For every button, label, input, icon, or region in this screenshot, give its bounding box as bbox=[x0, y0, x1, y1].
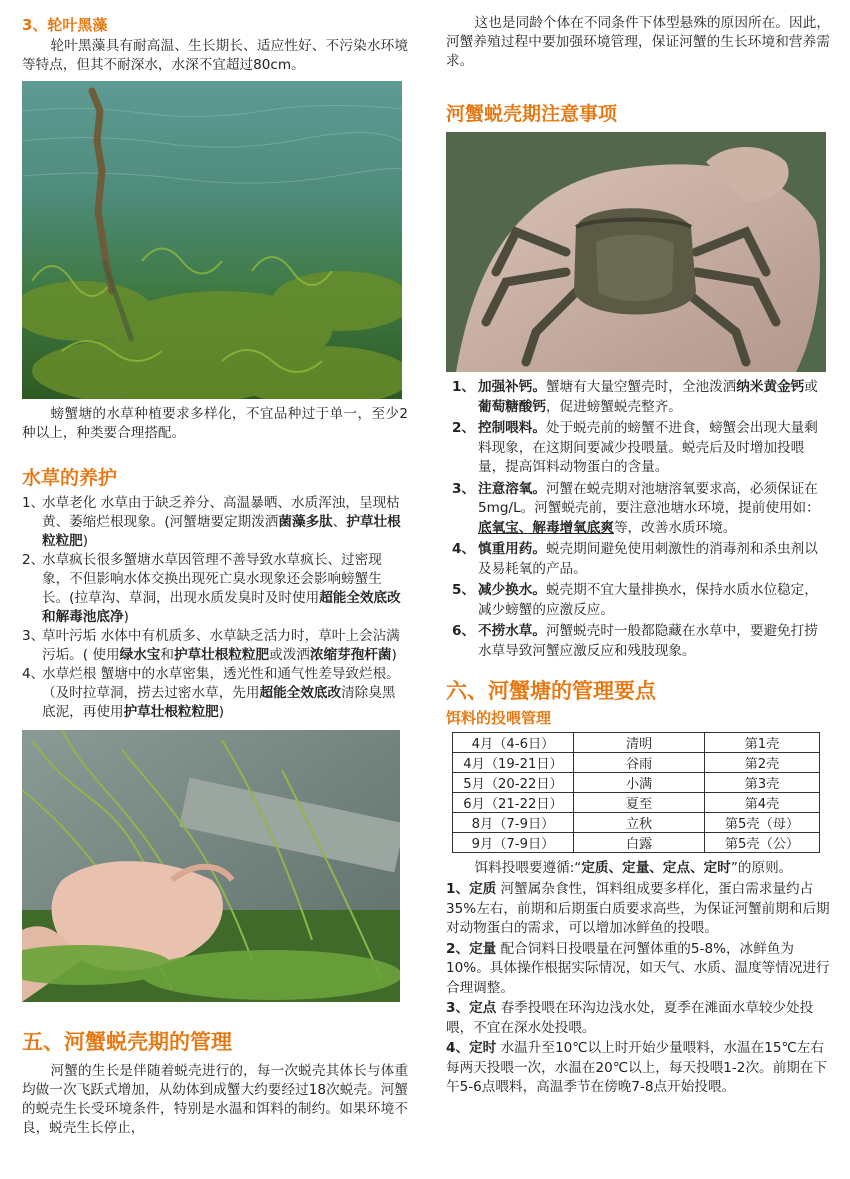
principle-item: 3、定点 春季投喂在环沟边浅水处，夏季在滩面水草较少处投喂，不宜在深水处投喂。 bbox=[446, 1000, 814, 1036]
section-5-text: 河蟹的生长是伴随着蜕壳进行的，每一次蜕壳其体长与体重均做一次飞跃式增加，从幼体到成蟹大约要经过18次蜕壳。河蟹的蜕壳生长受环境条件，特别是水温和饵料的制约。如果环境不良，蜕壳生长停止， bbox=[22, 1063, 408, 1136]
molt-tip: 4、 慎重用药。蜕壳期间避免使用刺激性的消毒剂和杀虫剂以及易耗氧的产品。 bbox=[452, 541, 818, 577]
section-3-title: 3、轮叶黑藻 bbox=[22, 16, 108, 34]
section-5-title: 五、河蟹蜕壳期的管理 bbox=[22, 1030, 232, 1054]
table-row: 9月（7-9日） 白露 第5壳（公） bbox=[453, 833, 820, 853]
table-row: 4月（4-6日） 清明 第1壳 bbox=[453, 733, 820, 753]
molt-tip: 6、 不捞水草。河蟹蜕壳时一般都隐藏在水草中，要避免打捞水草导致河蟹应激反应和残肢现象。 bbox=[452, 623, 818, 659]
care-title: 水草的养护 bbox=[22, 467, 118, 489]
table-row: 6月（21-22日） 夏至 第4壳 bbox=[453, 793, 820, 813]
principle-item: 4、定时 水温升至10℃以上时开始少量喂料，水温在15℃左右每两天投喂一次，水温在20℃以上，每天投喂1-2次。前期在下午5-6点喂料，高温季节在傍晚7-8点开始投喂。 bbox=[446, 1040, 828, 1095]
principles-list bbox=[446, 880, 830, 1098]
care-item: 1、 水草老化 水草由于缺乏养分、高温暴晒、水质浑浊，呈现枯黄、萎缩烂根现象。(河蟹塘要定期泼洒菌藻多肽、护草壮根粒粒肥) bbox=[22, 495, 401, 549]
care-item: 3、 草叶污垢 水体中有机质多、水草缺乏活力时，草叶上会沾满污垢。( 使用绿水宝和护草壮根粒粒肥或泼洒浓缩芽孢杆菌) bbox=[22, 628, 400, 663]
molt-tip: 5、 减少换水。蜕壳期不宜大量排换水，保持水质水位稳定，减少螃蟹的应激反应。 bbox=[452, 582, 818, 618]
principle-intro: 饵料投喂要遵循:“定质、定量、定点、定时”的原则。 bbox=[474, 860, 793, 876]
planting-text: 螃蟹塘的水草种植要求多样化，不宜品种过于单一，至少2种以上，种类要合理搭配。 bbox=[22, 406, 408, 441]
feed-title: 饵料的投喂管理 bbox=[446, 709, 552, 727]
feeding-schedule-table bbox=[452, 732, 820, 853]
molt-title: 河蟹蜕壳期注意事项 bbox=[446, 103, 618, 125]
molt-tip: 3、 注意溶氧。河蟹在蜕壳期对池塘溶氧要求高，必须保证在5mg/L。河蟹蜕壳前，要注意池塘水环境，提前使用如：底氧宝、解毒增氧底爽等，改善水质环境。 bbox=[452, 480, 820, 536]
principle-item: 2、定量 配合饲料日投喂量在河蟹体重的5-8%，冰鲜鱼为10%。具体操作根据实际情况，如天气、水质、温度等情况进行合理调整。 bbox=[446, 940, 830, 996]
table-row: 8月（7-9日） 立秋 第5壳（母） bbox=[453, 813, 820, 833]
care-item: 4、 水草烂根 蟹塘中的水草密集，透光性和通气性差导致烂根。（及时拉草洞，捞去过密水草，先用超能全效底改清除臭黑底泥，再使用护草壮根粒粒肥) bbox=[22, 666, 400, 720]
continued-text: 这也是同龄个体在不同条件下体型悬殊的原因所在。因此，河蟹养殖过程中要加强环境管理，保证河蟹的生长环境和营养需求。 bbox=[446, 15, 830, 69]
section-3-text: 轮叶黑藻具有耐高温、生长期长、适应性好、不污染水环境等特点，但其不耐深水，水深不宜超过80cm。 bbox=[22, 38, 408, 73]
molt-tip: 1、 加强补钙。蟹塘有大量空蟹壳时，全池泼洒纳米黄金钙或葡萄糖酸钙，促进螃蟹蜕壳整齐。 bbox=[452, 379, 818, 415]
hand-weed-photo bbox=[22, 730, 400, 1002]
crab-photo bbox=[446, 132, 826, 372]
left-column bbox=[22, 0, 408, 1138]
section-6-title: 六、河蟹塘的管理要点 bbox=[446, 679, 656, 703]
table-row: 4月（19-21日） 谷雨 第2壳 bbox=[453, 753, 820, 773]
molt-tips-list bbox=[446, 378, 830, 661]
molt-tip: 2、 控制喂料。处于蜕壳前的螃蟹不进食，螃蟹会出现大量剩料现象，在这期间要减少投喂量。蜕壳后及时增加投喂量，提高饵料动物蛋白的含量。 bbox=[452, 420, 818, 475]
care-item: 2、 水草疯长很多蟹塘水草因管理不善导致水草疯长、过密现象，不但影响水体交换出现死亡臭水现象还会影响螃蟹生长。(拉草沟、草洞，出现水质发臭时及时使用超能全效底改和解毒池底净) bbox=[22, 552, 401, 625]
care-list bbox=[22, 494, 408, 722]
table-row: 5月（20-22日） 小满 第3壳 bbox=[453, 773, 820, 793]
principle-item: 1、定质 河蟹属杂食性，饵料组成要多样化，蛋白需求量约占35%左右，前期和后期蛋白质要求高些，为保证河蟹前期和后期对动物蛋白的需求，可以增加冰鲜鱼的投喂。 bbox=[446, 881, 830, 936]
right-column bbox=[446, 0, 830, 1099]
pond-weed-photo bbox=[22, 81, 402, 399]
